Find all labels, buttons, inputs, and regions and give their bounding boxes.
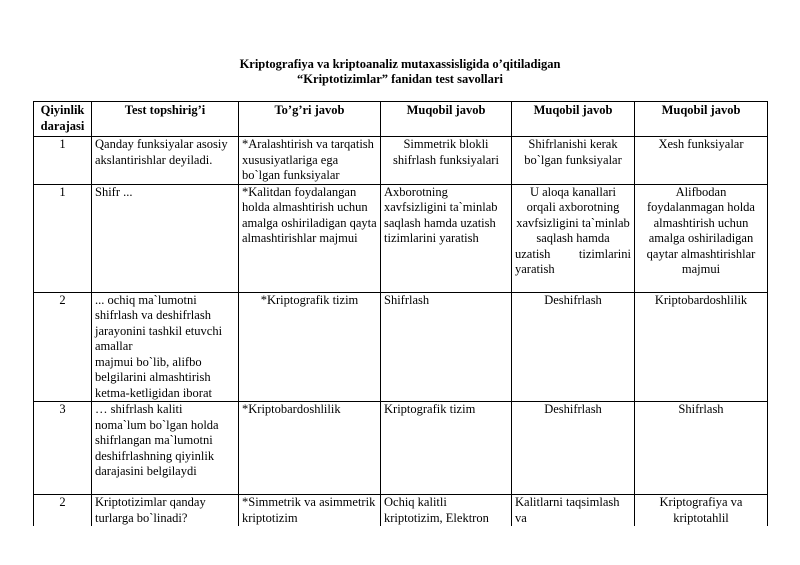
question-cell: Kriptotizimlar qanday turlarga bo`linadi? xyxy=(92,495,239,527)
difficulty-cell: 1 xyxy=(34,137,92,185)
table-row xyxy=(34,292,768,402)
header-alternative-2: Muqobil javob xyxy=(512,102,635,137)
alternative-answer-cell xyxy=(512,184,635,292)
alternative-answer-cell: Kalitlarni taqsimlash va xyxy=(512,495,635,527)
alternative-answer-cell: Deshifrlash xyxy=(512,292,635,402)
header-difficulty: Qiyinlik darajasi xyxy=(34,102,92,137)
alternative-answer-cell: Simmetrik blokli shifrlash funksiyalari xyxy=(381,137,512,185)
document-title-line1: Kriptografiya va kriptoanaliz mutaxassisligida o’qitiladigan xyxy=(239,57,561,71)
alternative-answer-text: U aloqa kanallari orqali axborotning xavfsizligini ta`minlab saqlash hamda xyxy=(516,184,630,245)
table-row xyxy=(34,137,768,185)
question-cell: Qanday funksiyalar asosiy akslantirishlar deyiladi. xyxy=(92,137,239,185)
alternative-answer-cell: Kriptografiya va kriptotahlil xyxy=(635,495,768,527)
header-question: Test topshirig’i xyxy=(92,102,239,137)
correct-answer-cell: *Kriptografik tizim xyxy=(239,292,381,402)
correct-answer-cell: *Kriptobardoshlilik xyxy=(239,402,381,495)
correct-answer-cell: *Aralashtirish va tarqatish xususiyatlariga ega bo`lgan funksiyalar xyxy=(239,137,381,185)
question-cell: Shifr ... xyxy=(92,184,239,292)
header-correct-answer: To’g’ri javob xyxy=(239,102,381,137)
difficulty-cell: 1 xyxy=(34,184,92,292)
question-cell: … shifrlash kaliti noma`lum bo`lgan holda shifrlangan ma`lumotni deshifrlashning qiyinlik darajasini belgilaydi xyxy=(92,402,239,495)
correct-answer-cell: *Simmetrik va asimmetrik kriptotizim xyxy=(239,495,381,527)
table-row xyxy=(34,402,768,495)
alternative-answer-word: yaratish xyxy=(515,262,555,276)
alternative-answer-cell: Deshifrlash xyxy=(512,402,635,495)
question-cell: ... ochiq ma`lumotni shifrlash va deshifrlash jarayonini tashkil etuvchi amallar majmui bo`lib, alifbo belgilarini almashtirish ketma-ketligidan iborat xyxy=(92,292,239,402)
table-row xyxy=(34,184,768,292)
difficulty-cell: 3 xyxy=(34,402,92,495)
table-header-row xyxy=(34,102,768,137)
test-questions-table xyxy=(33,101,768,526)
header-alternative-1: Muqobil javob xyxy=(381,102,512,137)
alternative-answer-word: tizimlarini xyxy=(578,246,631,261)
alternative-answer-cell: Axborotning xavfsizligini ta`minlab saqlash hamda uzatish tizimlarini yaratish xyxy=(381,184,512,292)
alternative-answer-justified-line xyxy=(515,247,631,263)
alternative-answer-cell: Alifbodan foydalanmagan holda almashtirish uchun amalga oshiriladigan qaytar almashtirishlar majmui xyxy=(635,184,768,292)
alternative-answer-cell: Xesh funksiyalar xyxy=(635,137,768,185)
correct-answer-cell: *Kalitdan foydalangan holda almashtirish uchun amalga oshiriladigan qayta almashtirishlar majmui xyxy=(239,184,381,292)
alternative-answer-cell: Shifrlash xyxy=(381,292,512,402)
alternative-answer-word: uzatish xyxy=(515,246,551,261)
alternative-answer-cell: Shifrlanishi kerak bo`lgan funksiyalar xyxy=(512,137,635,185)
alternative-answer-cell: Shifrlash xyxy=(635,402,768,495)
difficulty-cell: 2 xyxy=(34,292,92,402)
difficulty-cell: 2 xyxy=(34,495,92,527)
table-row xyxy=(34,495,768,527)
alternative-answer-cell: Ochiq kalitli kriptotizim, Elektron xyxy=(381,495,512,527)
document-title-line2: “Kriptotizimlar” fanidan test savollari xyxy=(297,72,503,86)
alternative-answer-cell: Kriptografik tizim xyxy=(381,402,512,495)
alternative-answer-cell: Kriptobardoshlilik xyxy=(635,292,768,402)
header-alternative-3: Muqobil javob xyxy=(635,102,768,137)
